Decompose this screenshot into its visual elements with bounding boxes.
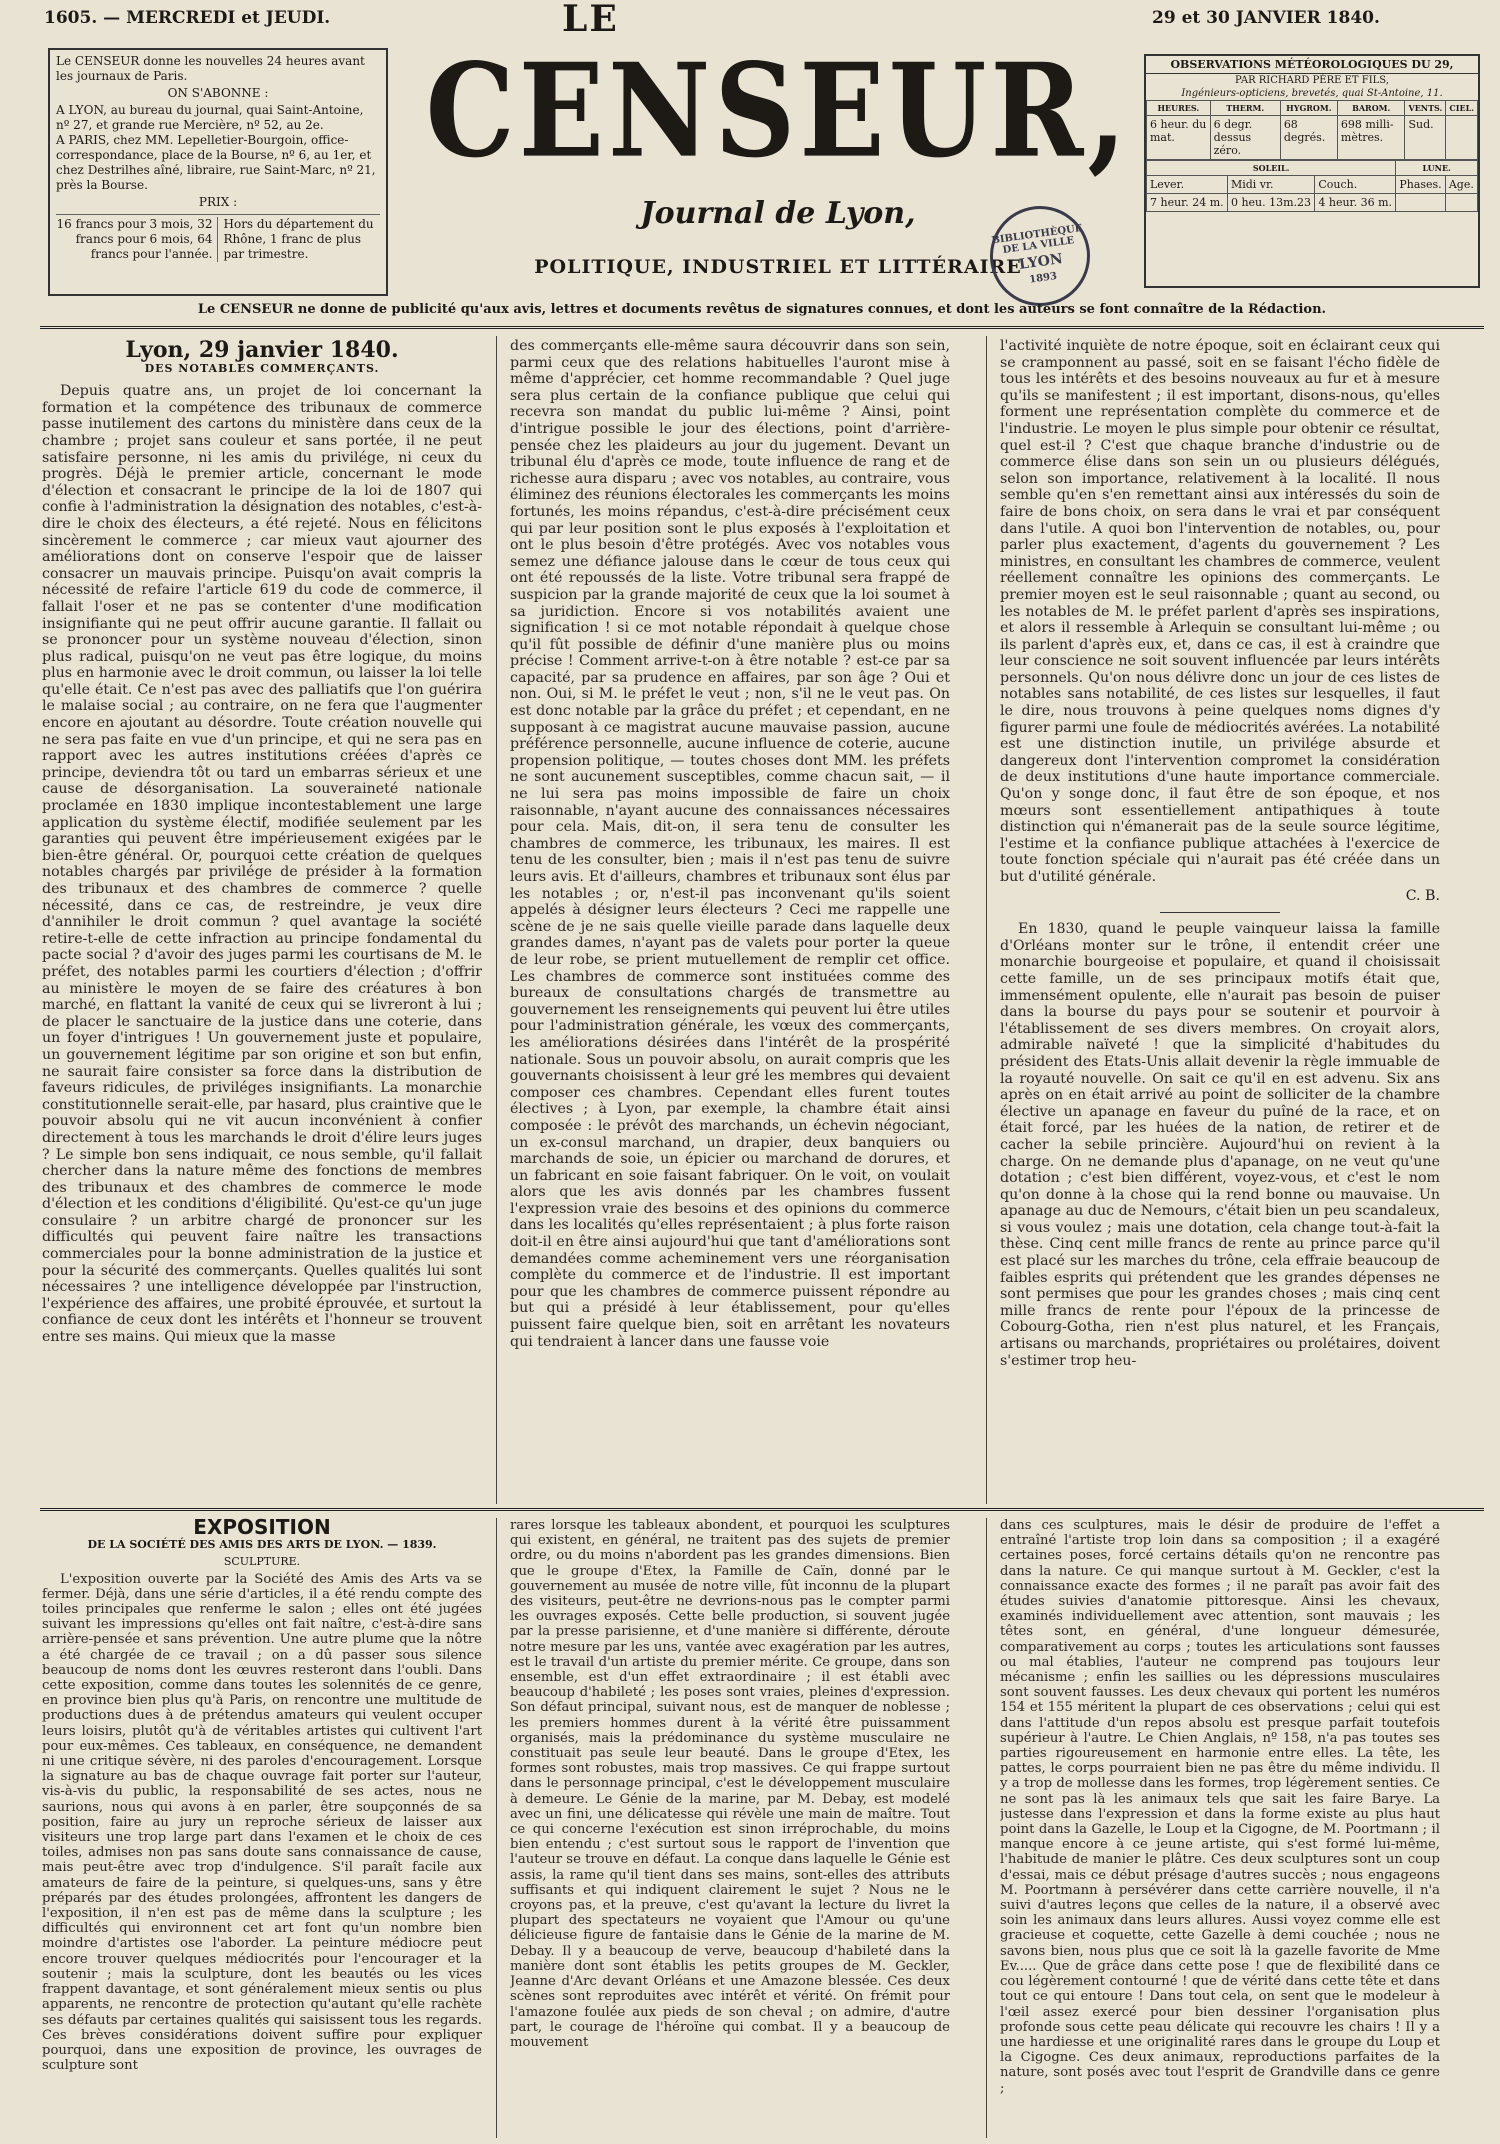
moon-header: Phases. <box>1396 176 1446 194</box>
article-text: l'activité inquiète de notre époque, soit en éclairant ceux qui se cramponnent au passé, soit en se faisant l'écho fidèle de tous les intérêts et des besoins nouveaux au fur et à mesure qu'ils se manifestent ; il est important, disons-nous, qu'elles forment une représentation complète du commerce et de l'industrie. Le moyen le plus simple pour obtenir ce résultat, quel est-il ? C'est que chaque branche d'industrie ou de commerce élise dans son sein un ou plusieurs délégués, selon son importance, relativement à la localité. Il nous semble qu'en s'en remettant ainsi aux intéressés du soin de faire de bons choix, on sera dans le vrai et par conséquent dans l'utile. A quoi bon l'intervention de notables, ou, pour parler plus exactement, d'agents du gouvernement ? Les ministres, en consultant les chambres de commerce, veulent réellement connaître les opinions des commerçants. Le premier moyen est le seul raisonnable ; quant au second, ou les notables de M. le préfet parlent d'après ses inspirations, et alors il ressemble à Arlequin se consultant lui-même ; ou ils parlent d'après eux, et, dans ce cas, il est à craindre que leur conscience ne soit souvent influencée par leurs intérêts personnels. Qu'on nous délivre donc un jour de ces listes de notables sans notabilité, de ces listes sur lesquelles, il faut le dire, nous trouvons à peine quelques noms dignes d'y figurer parmi une foule de médiocrités avérées. La notabilité est une distinction inutile, un privilége absurde et dangereux dont l'intervention compromet la considération de deux institutions d'une haute importance commerciale. Qu'on y songe donc, il faut être de son époque, et nos mœurs sont essentiellement antipathiques à toute distinction qui n'émanerait pas de la seule source légitime, l'estime et la confiance publique attachées à l'exercice de toute fonction spéciale qui n'aurait pas été créée dans un but d'utilité générale. <box>1000 338 1440 885</box>
title-article: LE <box>562 0 619 40</box>
expo-column-2 <box>510 1518 950 2138</box>
newspaper-page <box>22 0 1484 2144</box>
prices-right: Hors du département du Rhône, 1 franc de plus par trimestre. <box>223 217 374 261</box>
weather-header: HEURES. <box>1147 101 1211 116</box>
expo-column-3 <box>1000 1518 1440 2138</box>
expo-section: SCULPTURE. <box>223 1555 301 1569</box>
newspaper-tagline: POLITIQUE, INDUSTRIEL ET LITTÉRAIRE <box>534 256 1022 278</box>
expo-subtitle: DE LA SOCIÉTÉ DES AMIS DES ARTS DE LYON. — 1839. <box>87 1538 437 1552</box>
prices-left: 16 francs pour 3 mois, 32 francs pour 6 mois, 64 francs pour l'année. <box>56 217 218 262</box>
expo-text: dans ces sculptures, mais le désir de produire de l'effet a entraîné l'artiste trop loin dans sa composition ; il a exagéré certaines poses, forcé certains détails qu'on ne rencontre pas dans la nature. Ce qui manque surtout à M. Geckler, c'est la connaissance exacte des formes ; il ne paraît pas avoir fait des études suivies d'anatomie pittoresque. Ainsi les chevaux, examinés individuellement avec attention, sont mauvais ; les têtes sont, en général, d'une longueur démesurée, comparativement au corps ; toutes les articulations sont fausses ou mal établies, l'auteur ne comprend pas toujours leur mécanisme ; enfin les saillies ou les dépressions musculaires sont souvent fausses. Les deux chevaux qui portent les numéros 154 et 155 méritent la plupart de ces observations ; celui qui est dans l'attitude d'un repos absolu est presque parfait toutefois supérieur à l'autre. Le Chien Anglais, nº 158, n'a pas toutes ses parties rigoureusement en harmonie entre elles. La tête, les pattes, le corps pourraient bien ne pas être du même individu. Il y a trop de mollesse dans les formes, trop légèrement senties. Ce ne sont pas là les animaux tels que sait les faire Barye. La justesse dans l'expression et dans la forme existe au plus haut point dans la Gazelle, le Loup et la Cigogne, de M. Poortmann ; il manque encore à ce jeune artiste, qui s'est formé lui-même, l'habitude de manier le plâtre. Ces deux sculptures sont un coup d'essai, mais ce début présage d'autres succès ; nous engageons M. Poortmann à persévérer dans cette carrière nouvelle, il n'a suivi d'autres leçons que celles de la nature, il a observé avec soin les animaux dans leurs allures. Aussi voyez comme elle est gracieuse et coquette, cette Gazelle à demi couchée ; nous ne savons bien, nous plus que ce soit là la gazelle favorite de Mme Ev..... Que de grâce dans cette pose ! que de flexibilité dans ce cou légèrement contourné ! que de vérité dans cette tête et dans tout ce qui entoure ! Dans tout cela, on sent que le modeleur à l'œil assez exercé pour bien dessiner l'organisation plus profonde sous cette peau délicate qui recouvre les chairs ! Il y a une hardiesse et une originalité rares dans le groupe du Loup et la Cigogne. Ces deux animaux, reproductions parfaites de la nature, sont posés avec tout l'esprit de Grandville dans ce genre ; <box>1000 1518 1440 2096</box>
issue-number-day: 1605. — MERCREDI et JEUDI. <box>44 8 331 28</box>
article-column-1 <box>42 338 482 1502</box>
masthead-rule <box>40 326 1484 329</box>
column-divider <box>986 336 987 1504</box>
moon-header: Age. <box>1445 176 1477 194</box>
sun-heading: SOLEIL. <box>1147 161 1396 176</box>
newspaper-subtitle: Journal de Lyon, <box>640 196 916 231</box>
sun-header: Lever. <box>1147 176 1228 194</box>
newspaper-title: CENSEUR, <box>425 36 1131 187</box>
sun-moon-table <box>1146 160 1478 212</box>
feuilleton-rule <box>40 1508 1484 1511</box>
weather-title: OBSERVATIONS MÉTÉOROLOGIQUES DU 29, <box>1146 56 1478 74</box>
subscribe-heading: ON S'ABONNE : <box>167 86 269 100</box>
moon-heading: LUNE. <box>1396 161 1478 176</box>
weather-by: PAR RICHARD PÈRE ET FILS, <box>1235 75 1389 86</box>
stamp-year: 1893 <box>1028 270 1058 286</box>
article-column-3 <box>1000 338 1440 1502</box>
subscribe-paris: A PARIS, chez MM. Lepelletier-Bourgoin, office-correspondance, place de la Bourse, nº 6, au 1er, et chez Destrilhes aîné, libraire, rue Saint-Marc, nº 21, près la Bourse. <box>56 133 376 192</box>
expo-text: L'exposition ouverte par la Société des Amis des Arts va se fermer. Déjà, dans une série d'articles, il a été rendu compte des toiles principales que renferme le salon ; elles ont été jugées suivant les impressions qu'elles ont fait naître, c'est-à-dire sans arrière-pensée et sans prévention. Une autre plume que la nôtre a été chargée de ce travail ; on a dû passer sous silence beaucoup de noms dont les œuvres resteront dans l'oubli. Dans cette exposition, comme dans toutes les solennités de ce genre, en province bien plus qu'à Paris, on rencontre une multitude de productions dues à de prétendus amateurs qui veulent occuper leurs loisirs, plutôt qu'à de véritables artistes qui cultivent l'art pour eux-mêmes. Ces tableaux, en conséquence, ne demandent ni une critique sévère, ni des paroles d'encouragement. Lorsque la signature au bas de chaque ouvrage fait porter sur l'auteur, vis-à-vis du public, la responsabilité de ses actes, nous ne saurions, nous qui avons à en parler, être soupçonnés de sa position, faire au jury un reproche sérieux de laisser aux visiteurs une trop large part dans l'examen et le choix de ces toiles, admises non pas sans doute sans connaissance de cause, mais peut-être avec trop d'indulgence. S'il paraît facile aux amateurs de faire de la peinture, si quelques-uns, sans y être préparés par des études prolongées, affrontent les dangers de l'exposition, il n'en est pas de même dans la sculpture ; les difficultés qui environnent cet art font qu'un nombre bien moindre d'artistes ose l'aborder. La peinture médiocre peut encore trouver quelques médiocrités pour l'encourager et la soutenir ; mais la sculpture, dont les beautés ou les vices frappent davantage, et sont généralement mieux sentis ou plus apparents, ne rencontre de protection qu'autant qu'elle rachète ses défauts par certaines qualités qui saisissent tous les regards. Ces brèves considérations doivent suffire pour expliquer pourquoi, dans une exposition de province, les ouvrages de sculpture sont <box>42 1571 482 2074</box>
subscribe-intro: Le CENSEUR donne les nouvelles 24 heures avant les journaux de Paris. <box>56 54 365 83</box>
sun-cell: 4 heur. 36 m. <box>1315 194 1396 212</box>
article-text: Depuis quatre ans, un projet de loi concernant la formation et la compétence des tribunaux de commerce passe inutilement des cartons du ministère dans ceux de la chambre ; projet sans couleur et sans portée, il ne peut satisfaire personne, ni les amis du privilége, ni ceux du progrès. Déjà le premier article, concernant le mode d'élection et consacrant le principe de la loi de 1807 qui confie à l'administration la désignation des notables, c'est-à-dire le choix des électeurs, a été rejeté. Nous en félicitons sincèrement le commerce ; car mieux vaut ajourner des améliorations dont on conserve l'espoir que de laisser consacrer un mauvais principe. Puisqu'on avait compris la nécessité de refaire l'article 619 du code de commerce, il fallait l'oser et ne pas se contenter d'une modification insignifiante qui ne peut offrir aucune garantie. Il fallait ou se prononcer pour un système nouveau d'élection, sinon plus radical, puisqu'on ne veut pas être logique, du moins plus en harmonie avec le droit commun, ou laisser la loi telle qu'elle était. Ce n'est pas avec des palliatifs que l'on guérira le malaise social ; au contraire, on ne fera que l'augmenter encore en ajoutant au désordre. Toute création nouvelle qui ne sera pas faite en vue d'un principe, et qui ne sera pas en rapport avec les autres institutions créées d'après ce principe, deviendra tôt ou tard un embarras sérieux et une cause de désorganisation. La souveraineté nationale proclamée en 1830 implique incontestablement une large application du système électif, modifiée seulement par les garanties qui peuvent être impérieusement exigées par le bien-être général. Or, pourquoi cette création de quelques notables chargés par privilége de présider à la formation des tribunaux et des chambres de commerce ? quelle nécessité, dans ce cas, de restreindre, je veux dire d'annihiler le droit commun ? quel avantage la société retire-t-elle de cette infraction au principe fondamental du pacte social ? d'avoir des juges parmi les courtisans de M. le préfet, des notables parmi les courtiers d'élection ; d'offrir au ministère le moyen de se faire des créatures à bon marché, en flattant la vanité de ceux qui se livreront à lui ; de placer le sanctuaire de la justice dans une coterie, dans un foyer d'intrigues ! Un gouvernement juste et populaire, un gouvernement légitime par son origine et son but enfin, ne saurait faire consister sa force dans la distribution de faveurs ridicules, de priviléges insignifiants. La monarchie constitutionnelle serait-elle, par hasard, plus craintive que le pouvoir absolu qui ne vit aucun inconvénient à confier directement à tous les marchands le droit d'élire leurs juges ? Le simple bon sens indiquait, ce nous semble, qu'il fallait chercher dans la nature même des fonctions de membres des tribunaux et des chambres de commerce le mode d'élection et les conditions d'éligibilité. Qu'est-ce qu'un juge consulaire ? un arbitre chargé de prononcer sur les difficultés qui peuvent faire naître les transactions commerciales pour la bonne administration de la justice et pour la sécurité des commerçants. Quelles qualités lui sont nécessaires ? une intelligence développée par l'instruction, l'expérience des affaires, une probité éprouvée, et surtout la confiance de ceux dont les intérêts et l'honneur se trouvent entre ses mains. Qui mieux que la masse <box>42 383 482 1346</box>
weather-header: THERM. <box>1210 101 1280 116</box>
column-divider <box>496 1518 497 2138</box>
sun-header: Midi vr. <box>1227 176 1314 194</box>
weather-firm: Ingénieurs-opticiens, brevetés, quai St-Antoine, 11. <box>1181 88 1443 99</box>
weather-cell: 6 heur. du mat. <box>1147 116 1211 160</box>
sun-header: Couch. <box>1315 176 1396 194</box>
subscribe-lyon: A LYON, au bureau du journal, quai Saint-Antoine, nº 27, et grande rue Mercière, nº 52, au 2e. <box>56 103 364 132</box>
expo-column-1 <box>42 1518 482 2138</box>
article-heading: DES NOTABLES COMMERÇANTS. <box>144 361 380 375</box>
editorial-notice: Le CENSEUR ne donne de publicité qu'aux avis, lettres et documents revêtus de signatures connues, et dont les auteurs se font connaître de la Rédaction. <box>197 302 1327 317</box>
weather-observations-box <box>1144 54 1480 288</box>
weather-header: VENTS. <box>1405 101 1446 116</box>
weather-table <box>1146 100 1478 160</box>
subscription-box <box>48 48 388 296</box>
stamp-city: LYON <box>1017 250 1064 273</box>
expo-title: EXPOSITION <box>193 1518 331 1539</box>
weather-cell: 698 milli-mètres. <box>1337 116 1405 160</box>
weather-cell: Sud. <box>1405 116 1446 160</box>
expo-text: rares lorsque les tableaux abondent, et pourquoi les sculptures qui existent, en général, ne traitent pas des sujets de premier ordre, ou du moins n'abordent pas les grandes dimensions. Bien que le groupe d'Etex, la Famille de Caïn, donné par le gouvernement au musée de notre ville, fût inconnu de la plupart des visiteurs, peut-être ne devrions-nous pas le compter parmi les ouvrages exposés. Cette belle production, si souvent jugée par la presse parisienne, et d'une manière si différente, déroute notre mesure par les uns, vantée avec exagération par les autres, est le travail d'un artiste du premier mérite. Ce groupe, dans son ensemble, est d'un effet extraordinaire ; il est établi avec beaucoup d'habileté ; les poses sont vraies, pleines d'expression. Son défaut principal, suivant nous, est de manquer de noblesse ; les premiers hommes durent à la vérité être puissamment organisés, mais la prédominance du système musculaire ne constituait pas seule leur beauté. Dans le groupe d'Etex, les formes sont robustes, mais trop massives. Ce qui frappe surtout dans le personnage principal, c'est le développement musculaire à demeure. Le Génie de la marine, par M. Debay, est modelé avec un fini, une délicatesse qui révèle une main de maître. Tout ce qui concerne l'exécution est sinon irréprochable, du moins bien entendu ; c'est surtout sous le rapport de l'invention que l'auteur se trouve en défaut. La conque dans laquelle le Génie est assis, la rame qu'il tient dans ses mains, sont-elles des attributs suffisants et qui indiquent clairement le sujet ? Nous ne le croyons pas, et la preuve, c'est qu'avant la lecture du livret la plupart des spectateurs ne voyaient que l'Amour ou qu'une délicieuse figure de fantaisie dans le Génie de la marine de M. Debay. Il y a beaucoup de verve, beaucoup d'habileté dans la manière dont sont établis les petits groupes de M. Geckler, Jeanne d'Arc devant Orléans et une Amazone blessée. Ces deux scènes sont reproduites avec intérêt et vérité. On frémit pour l'amazone foulée aux pieds de son cheval ; on admire, d'autre part, le courage de l'héroïne qui combat. Il y a beaucoup de mouvement <box>510 1518 950 2050</box>
stamp-top-text: BIBLIOTHÈQUE DE LA VILLE <box>990 222 1084 256</box>
prices-heading: PRIX : <box>198 195 238 209</box>
column-divider <box>496 336 497 1504</box>
column-divider <box>986 1518 987 2138</box>
article-signature: C. B. <box>1405 887 1440 904</box>
article-dateline: Lyon, 29 janvier 1840. <box>125 338 399 363</box>
issue-date: 29 et 30 JANVIER 1840. <box>1152 8 1380 28</box>
sun-cell: 7 heur. 24 m. <box>1147 194 1228 212</box>
article-column-2 <box>510 338 950 1502</box>
article-separator <box>1160 912 1280 913</box>
moon-cell <box>1396 194 1446 212</box>
weather-cell: 6 degr. dessus zéro. <box>1210 116 1280 160</box>
weather-header: HYGROM. <box>1280 101 1337 116</box>
sun-cell: 0 heu. 13m.23 <box>1227 194 1314 212</box>
weather-cell: 68 degrés. <box>1280 116 1337 160</box>
moon-cell <box>1445 194 1477 212</box>
article2-text: En 1830, quand le peuple vainqueur laissa la famille d'Orléans monter sur le trône, il entendit créer une monarchie bourgeoise et populaire, et quand il choisissait cette famille, un de ses principaux motifs était que, immensément opulente, elle n'aurait pas besoin de puiser dans la bourse du pays pour se soutenir et pourvoir à l'établissement de ses divers membres. On croyait alors, admirable naïveté ! que la simplicité d'habitudes du président des Etats-Unis allait devenir la règle immuable de la royauté nouvelle. On sait ce qu'il en est advenu. Six ans après on en était arrivé au point de solliciter de la chambre élective un apanage en faveur du puîné de la race, et on était forcé, par les huées de la nation, de retirer et de cacher la sebile princière. Aujourd'hui on revient à la charge. On ne demande plus d'apanage, on ne veut qu'une dotation ; c'est bien différent, voyez-vous, et c'est le nom qu'on donne à la chose qui la rend bonne ou mauvaise. Un apanage au duc de Nemours, c'était bien un peu scandaleux, si vous voulez ; mais une dotation, cela change tout-à-fait la thèse. Cinq cent mille francs de rente au prince parce qu'il est placé sur les marches du trône, cela effraie beaucoup de faibles esprits qui prétendent que les grandes dépenses ne sont permises que pour les grandes choses ; mais cinq cent mille francs de rente pour l'époux de la princesse de Cobourg-Gotha, rien n'est plus naturel, et les Français, artisans ou marchands, propriétaires ou prolétaires, doivent s'estimer trop heu- <box>1000 921 1440 1369</box>
weather-cell <box>1446 116 1478 160</box>
prices-table <box>56 214 380 262</box>
weather-header: CIEL. <box>1446 101 1478 116</box>
article-text: des commerçants elle-même saura découvrir dans son sein, parmi ceux que des relations habituelles l'auront mise à même d'apprécier, cet homme recommandable ? Quel juge sera plus certain de la confiance publique que celui qui recevra son mandat du public lui-même ? Ainsi, point d'intrigue possible le jour des élections, point d'arrière-pensée chez les plaideurs au jour du jugement. Devant un tribunal élu d'après ce mode, toute influence de rang et de richesse aura disparu ; avec vos notables, au contraire, vous éliminez des réunions électorales les commerçants les moins fortunés, les moins répandus, c'est-à-dire précisément ceux qui par leur position sont le plus exposés à l'exploitation et ont le plus besoin d'être protégés. Avec vos notables vous semez une défiance jalouse dans le cœur de tous ceux qui ont été repoussés de la liste. Votre tribunal sera frappé de suspicion par la grande majorité de ceux que la loi soumet à sa juridiction. Encore si vos notabilités avaient une signification ! si ce mot notable répondait à quelque chose qu'il fût possible de définir d'une manière plus ou moins précise ! Comment arrive-t-on à être notable ? est-ce par sa capacité, par sa prudence en affaires, par son âge ? Oui et non. Oui, si M. le préfet le veut ; non, s'il ne le veut pas. On est donc notable par la grâce du préfet ; et cependant, en ne supposant à ce magistrat aucune mauvaise passion, aucune préférence personnelle, aucune influence de coterie, aucune propension politique, — toutes choses dont MM. les préfets ne sont aucunement susceptibles, comme chacun sait, — il ne lui sera pas moins impossible de faire un choix raisonnable, n'ayant aucune des connaissances nécessaires pour cela. Mais, dit-on, il sera tenu de consulter les chambres de commerce, les tribunaux, les maires. Il est tenu de les consulter, bien ; mais il n'est pas tenu de suivre leurs avis. Et d'ailleurs, chambres et tribunaux sont élus par les notables ; or, n'est-il pas inconvenant qu'ils soient appelés à désigner leurs électeurs ? Ceci me rappelle une scène de je ne sais quelle vieille parade dans laquelle deux grandes dames, n'ayant pas de valets pour porter la queue de leur robe, se prient mutuellement de remplir cet office. Les chambres de commerce sont instituées comme des bureaux de consultations chargés de transmettre au gouvernement les renseignements qui peuvent lui être utiles pour l'administration générale, les vœux des commerçants, les améliorations désirées dans l'intérêt de la prospérité nationale. Sous un pouvoir absolu, on aurait compris que les gouvernants choisissent à leur gré les membres qui devaient composer ces chambres. Cependant elles furent toutes électives ; à Lyon, par exemple, la chambre était ainsi composée : le prévôt des marchands, un échevin négociant, un ex-consul marchand, un drapier, deux banquiers ou marchands de soie, un épicier ou marchand de dorures, et un fabricant en soie faisant fabriquer. On le voit, on voulait alors que les avis donnés par les chambres fussent l'expression vraie des besoins et des opinions du commerce dans les localités qu'elles représentaient ; à plus forte raison doit-il en être ainsi aujourd'hui que tant d'améliorations sont demandées comme acheminement vers une réorganisation complète du commerce et de l'industrie. Il est important pour que les chambres de commerce puissent répondre au but qui a présidé à leur établissement, pour qu'elles puissent faire quelque bien, soit en arrêtant les novateurs qui tendraient à lancer dans une fausse voie <box>510 338 950 1350</box>
weather-header: BAROM. <box>1337 101 1405 116</box>
